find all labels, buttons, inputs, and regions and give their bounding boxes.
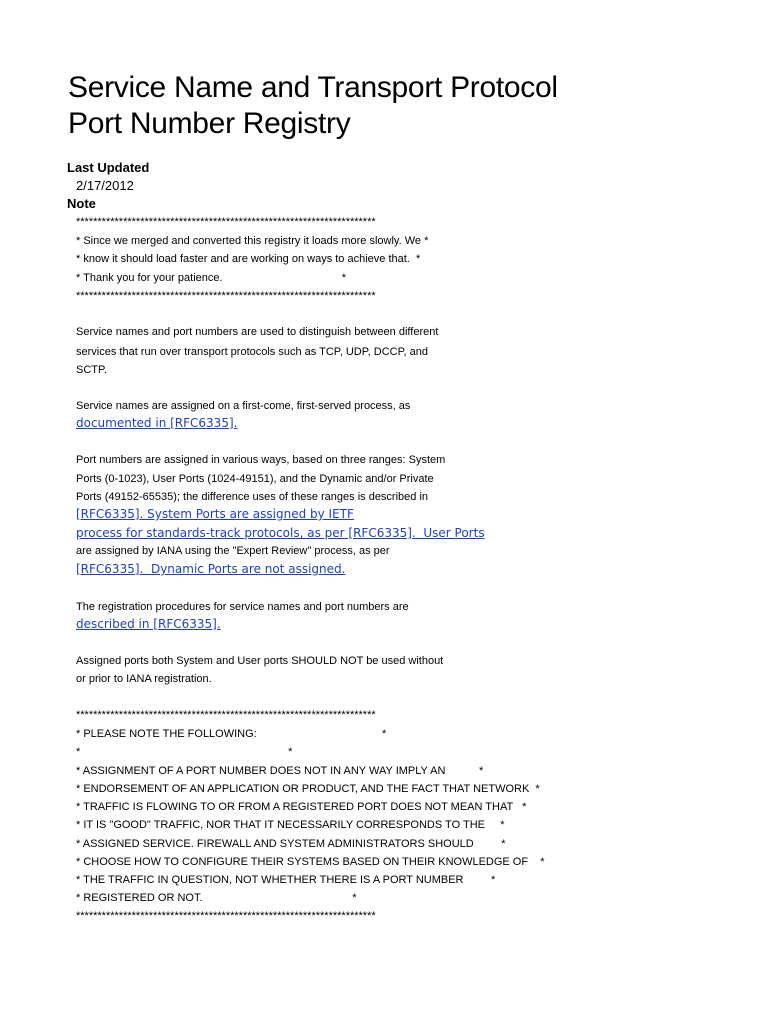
note-border-bottom: **********************************************************************	[76, 290, 376, 302]
notice-line: * ASSIGNED SERVICE. FIREWALL AND SYSTEM ADMINISTRATORS SHOULD *	[76, 838, 506, 850]
rfc6335-link[interactable]: [RFC6335]. Dynamic Ports are not assigned.	[76, 562, 346, 576]
notice-line: * PLEASE NOTE THE FOLLOWING: *	[76, 728, 387, 740]
last-updated-value: 2/17/2012	[76, 178, 134, 193]
paragraph-line: or prior to IANA registration.	[76, 673, 212, 685]
notice-line: * REGISTERED OR NOT. *	[76, 892, 357, 904]
paragraph-line: Port numbers are assigned in various ways, based on three ranges: System	[76, 454, 446, 466]
notice-line: * IT IS "GOOD" TRAFFIC, NOR THAT IT NECESSARILY CORRESPONDS TO THE *	[76, 819, 505, 831]
paragraph-line: are assigned by IANA using the "Expert Review" process, as per	[76, 545, 390, 557]
page-title	[68, 70, 708, 142]
rfc6335-link[interactable]: process for standards-track protocols, as per [RFC6335]. User Ports	[76, 526, 485, 540]
note-line: * Since we merged and converted this registry it loads more slowly. We *	[76, 235, 429, 247]
rfc6335-link[interactable]: documented in [RFC6335].	[76, 416, 238, 430]
rfc6335-link[interactable]: [RFC6335]. System Ports are assigned by IETF	[76, 507, 354, 521]
notice-border-bottom: **********************************************************************	[76, 910, 376, 922]
paragraph-line: Ports (49152-65535); the difference uses of these ranges is described in	[76, 491, 429, 503]
paragraph-line: Ports (0-1023), User Ports (1024-49151), and the Dynamic and/or Private	[76, 473, 434, 485]
note-label: Note	[67, 196, 96, 211]
paragraph-line: SCTP.	[76, 364, 107, 376]
notice-line: * CHOOSE HOW TO CONFIGURE THEIR SYSTEMS BASED ON THEIR KNOWLEDGE OF *	[76, 856, 545, 868]
page-title-line-2: Port Number Registry	[68, 107, 351, 140]
notice-line: * ASSIGNMENT OF A PORT NUMBER DOES NOT IN ANY WAY IMPLY AN *	[76, 765, 484, 777]
note-line: * Thank you for your patience. *	[76, 272, 347, 284]
note-line: * know it should load faster and are working on ways to achieve that. *	[76, 253, 421, 265]
notice-line: * ENDORSEMENT OF AN APPLICATION OR PRODUCT, AND THE FACT THAT NETWORK *	[76, 783, 540, 795]
paragraph-line: Assigned ports both System and User ports SHOULD NOT be used without	[76, 655, 444, 667]
notice-line: * THE TRAFFIC IN QUESTION, NOT WHETHER THERE IS A PORT NUMBER *	[76, 874, 496, 886]
paragraph-line: Service names and port numbers are used to distinguish between different	[76, 326, 439, 338]
rfc6335-link[interactable]: described in [RFC6335].	[76, 617, 221, 631]
note-border-top: **********************************************************************	[76, 216, 376, 228]
paragraph-line: services that run over transport protocols such as TCP, UDP, DCCP, and	[76, 346, 428, 358]
paragraph-line: Service names are assigned on a first-come, first-served process, as	[76, 400, 411, 412]
page-title-line-1: Service Name and Transport Protocol	[68, 71, 558, 104]
notice-border-top: **********************************************************************	[76, 709, 376, 721]
notice-line: * *	[76, 746, 293, 758]
paragraph-line: The registration procedures for service names and port numbers are	[76, 601, 409, 613]
last-updated-label: Last Updated	[67, 160, 150, 175]
notice-line: * TRAFFIC IS FLOWING TO OR FROM A REGISTERED PORT DOES NOT MEAN THAT *	[76, 801, 527, 813]
